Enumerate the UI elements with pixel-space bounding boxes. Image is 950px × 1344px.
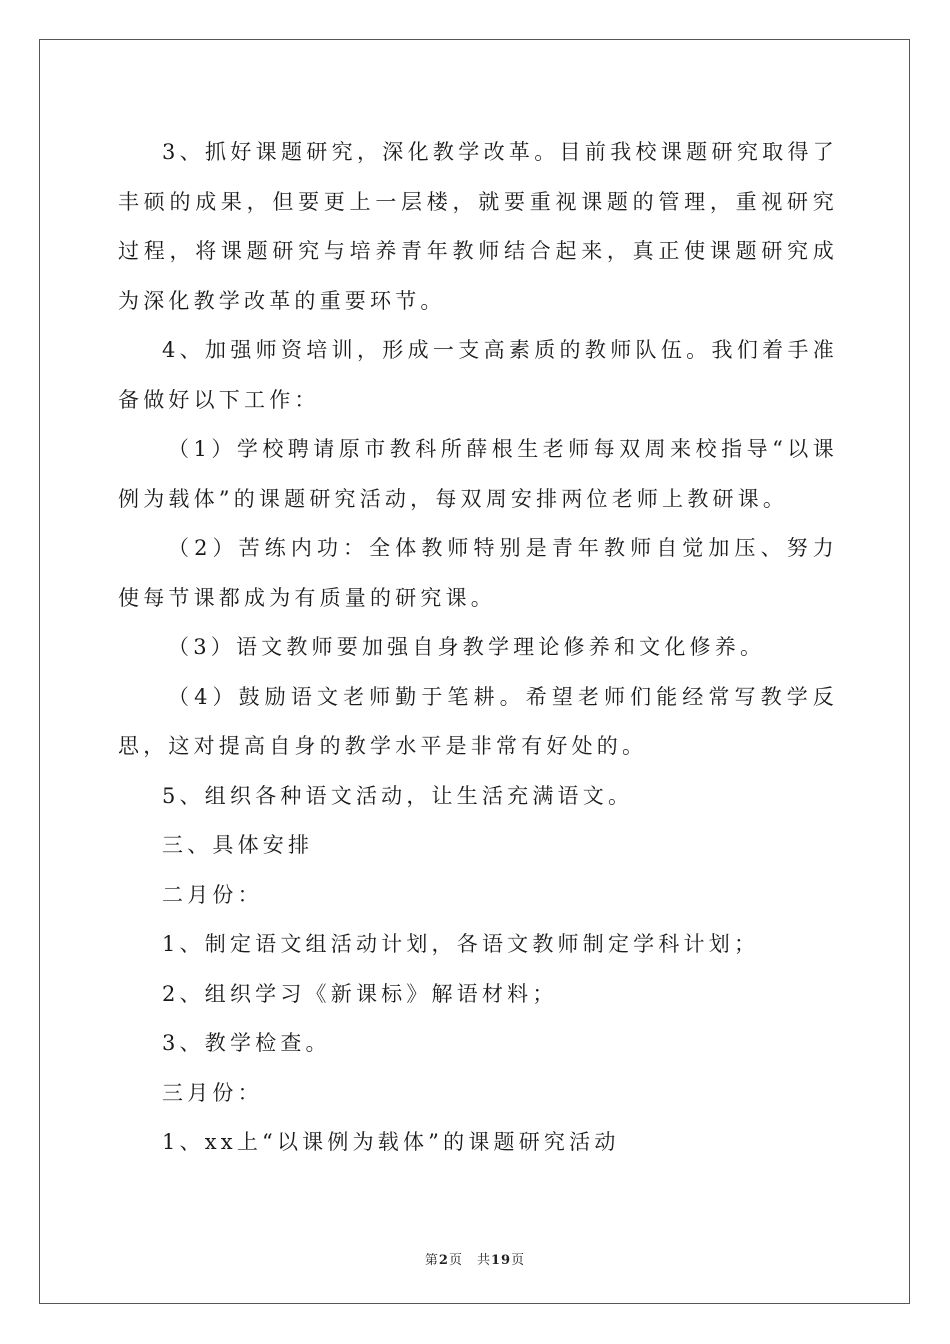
page-number: 2	[438, 1253, 449, 1268]
paragraph: （4）鼓励语文老师勤于笔耕。希望老师们能经常写教学反思，这对提高自身的教学水平是非常有好处的。	[118, 684, 838, 758]
total-suffix: 页	[511, 1253, 526, 1268]
footer-prefix: 第	[424, 1253, 439, 1268]
page-footer	[0, 1249, 950, 1268]
month-heading: 二月份：	[162, 882, 263, 907]
section-heading: 三、具体安排	[162, 833, 314, 857]
document-body	[118, 128, 838, 1168]
list-item: 3、教学检查。	[162, 1031, 331, 1055]
paragraph: 4、加强师资培训，形成一支高素质的教师队伍。我们着手准备做好以下工作：	[118, 338, 838, 412]
total-pages: 19	[490, 1253, 512, 1268]
list-item: 2、组织学习《新课标》解语材料；	[162, 981, 558, 1006]
month-heading: 三月份：	[162, 1080, 263, 1105]
total-prefix: 共	[476, 1253, 491, 1268]
paragraph: 3、抓好课题研究，深化教学改革。目前我校课题研究取得了丰硕的成果，但要更上一层楼，就要重视课题的管理，重视研究过程，将课题研究与培养青年教师结合起来，真正使课题研究成为深化教学改革的重要环节。	[118, 140, 838, 313]
paragraph: （2）苦练内功：全体教师特别是青年教师自觉加压、努力使每节课都成为有质量的研究课。	[118, 536, 838, 610]
paragraph: 5、组织各种语文活动，让生活充满语文。	[162, 783, 634, 808]
list-item: 1、xx上“以课例为载体”的课题研究活动	[162, 1130, 620, 1154]
paragraph: （3）语文教师要加强自身教学理论修养和文化修养。	[168, 635, 766, 659]
list-item: 1、制定语文组活动计划，各语文教师制定学科计划；	[162, 932, 760, 956]
page-suffix: 页	[448, 1253, 463, 1268]
paragraph: （1）学校聘请原市教科所薛根生老师每双周来校指导“以课例为载体”的课题研究活动，每双周安排两位老师上教研课。	[118, 437, 838, 511]
